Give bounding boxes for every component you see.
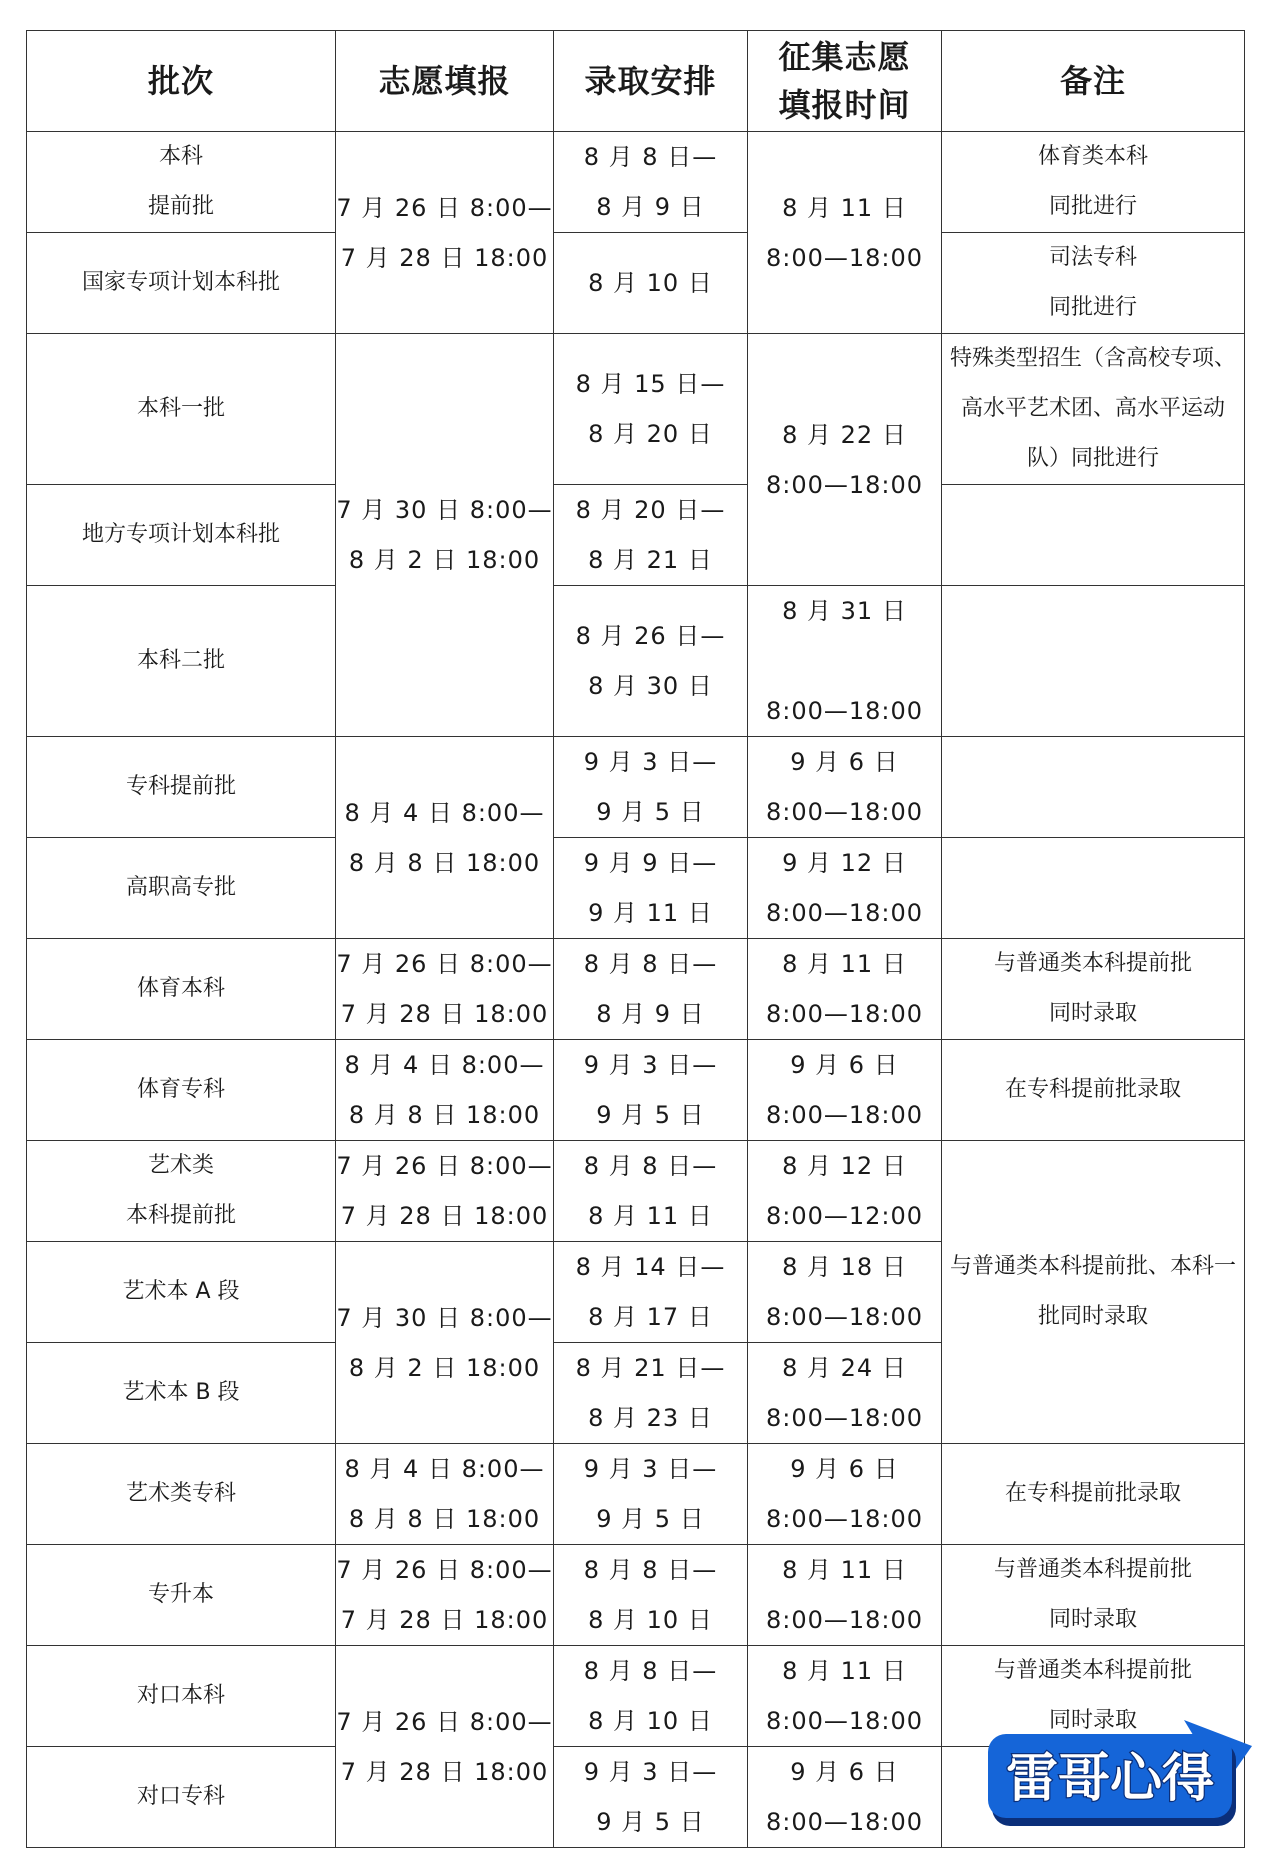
batch-cell — [27, 132, 336, 233]
cell-line: 8 月 8 日— — [583, 950, 718, 978]
cell-line: 本科一批 — [136, 396, 225, 421]
note-cell — [942, 939, 1245, 1040]
cell-line: 9 月 12 日 — [782, 849, 907, 877]
supplement-cell — [748, 586, 942, 737]
cell-line: 8:00—18:00 — [765, 1404, 924, 1432]
note-cell — [942, 485, 1245, 586]
admission-schedule-table — [26, 30, 1245, 1848]
fill-cell — [336, 1242, 554, 1444]
supplement-cell — [748, 1141, 942, 1242]
note-cell — [942, 1040, 1245, 1141]
note-cell — [942, 334, 1245, 485]
cell-line: 8 月 8 日— — [583, 1556, 718, 1584]
header-supplement-line: 征集志愿 — [778, 38, 911, 76]
cell-line: 对口本科 — [136, 1683, 225, 1708]
cell-line: 7 月 30 日 8:00— — [336, 496, 553, 524]
admit-cell — [554, 1444, 748, 1545]
cell-line: 本科提前批 — [125, 1203, 236, 1228]
cell-line: 7 月 30 日 8:00— — [336, 1303, 553, 1332]
cell-line: 8 月 20 日 — [588, 420, 713, 448]
batch-cell — [27, 838, 336, 939]
cell-line: 艺术本 A 段 — [122, 1279, 240, 1304]
cell-line: 9 月 3 日— — [583, 1758, 718, 1786]
note-cell — [942, 1545, 1245, 1646]
cell-line: 在专科提前批录取 — [1004, 1481, 1181, 1506]
cell-line: 9 月 3 日— — [583, 1455, 718, 1483]
admit-cell — [554, 1343, 748, 1444]
batch-cell — [27, 1545, 336, 1646]
header-fill: 志愿填报 — [336, 31, 554, 132]
supplement-cell — [748, 334, 942, 586]
cell-line: 8:00—18:00 — [765, 1303, 924, 1331]
cell-line: 9 月 5 日 — [596, 1101, 705, 1129]
admit-cell — [554, 485, 748, 586]
batch-cell — [27, 586, 336, 737]
cell-line: 本科 — [158, 144, 203, 169]
cell-line: 8 月 12 日 — [782, 1152, 907, 1180]
table-row — [27, 1545, 1245, 1646]
supplement-cell — [748, 1444, 942, 1545]
cell-line: 同批进行 — [1048, 295, 1137, 320]
cell-line: 9 月 3 日— — [583, 748, 718, 776]
cell-line: 7 月 28 日 18:00 — [340, 1606, 549, 1634]
supplement-cell — [748, 1242, 942, 1343]
cell-line: 体育类本科 — [1037, 144, 1148, 169]
admit-cell — [554, 1141, 748, 1242]
cell-line: 与普通类本科提前批 — [993, 951, 1192, 976]
cell-line: 本科二批 — [136, 648, 225, 673]
batch-cell — [27, 1444, 336, 1545]
header-supplement-line: 填报时间 — [778, 86, 911, 124]
admit-cell — [554, 233, 748, 334]
cell-line: 7 月 26 日 8:00— — [336, 1556, 553, 1584]
cell-line: 8 月 8 日— — [583, 1657, 718, 1685]
cell-line: 8 月 8 日 18:00 — [348, 1505, 541, 1533]
cell-line: 8 月 11 日 — [782, 1657, 907, 1685]
cell-line: 8 月 4 日 8:00— — [344, 1455, 545, 1483]
cell-line: 9 月 3 日— — [583, 1051, 718, 1079]
note-cell — [942, 737, 1245, 838]
admit-cell — [554, 939, 748, 1040]
note-cell — [942, 838, 1245, 939]
cell-line: 对口专科 — [136, 1784, 225, 1809]
supplement-cell — [748, 1646, 942, 1747]
batch-cell — [27, 334, 336, 485]
cell-line: 7 月 28 日 18:00 — [340, 1757, 549, 1786]
cell-line: 9 月 6 日 — [790, 1051, 899, 1079]
cell-line: 8 月 21 日 — [588, 546, 713, 574]
note-cell — [942, 132, 1245, 233]
cell-line: 8 月 8 日— — [583, 1152, 718, 1180]
cell-line: 8 月 11 日 — [782, 1556, 907, 1584]
fill-cell — [336, 132, 554, 334]
table-row — [27, 1444, 1245, 1545]
cell-line: 8 月 30 日 — [588, 672, 713, 700]
cell-line: 队）同批进行 — [1026, 446, 1159, 471]
cell-line: 8 月 8 日 18:00 — [348, 1101, 541, 1129]
header-supplement — [748, 31, 942, 132]
supplement-cell — [748, 939, 942, 1040]
supplement-cell — [748, 1545, 942, 1646]
cell-line: 8 月 23 日 — [588, 1404, 713, 1432]
cell-line: 专科提前批 — [125, 774, 236, 799]
cell-line: 8 月 2 日 18:00 — [348, 1353, 541, 1382]
cell-line: 9 月 6 日 — [790, 748, 899, 776]
cell-line: 8 月 9 日 — [596, 1000, 705, 1028]
cell-line: 高水平艺术团、高水平运动 — [960, 396, 1225, 421]
table-row — [27, 233, 1245, 334]
cell-line: 8:00—18:00 — [765, 798, 924, 826]
header-admit: 录取安排 — [554, 31, 748, 132]
batch-cell — [27, 1040, 336, 1141]
watermark-text: 雷哥心得 — [1005, 1749, 1215, 1809]
cell-line: 艺术类 — [147, 1153, 214, 1178]
cell-line: 8 月 11 日 — [782, 193, 907, 222]
cell-line: 7 月 28 日 18:00 — [340, 1202, 549, 1230]
cell-line: 8 月 4 日 8:00— — [344, 1051, 545, 1079]
batch-cell — [27, 1141, 336, 1242]
cell-line: 7 月 28 日 18:00 — [340, 1000, 549, 1028]
table-row — [27, 485, 1245, 586]
cell-line: 9 月 6 日 — [790, 1455, 899, 1483]
supplement-cell — [748, 1747, 942, 1848]
cell-line: 8:00—18:00 — [765, 1101, 924, 1129]
admit-cell — [554, 334, 748, 485]
header-note: 备注 — [942, 31, 1245, 132]
cell-line: 8 月 26 日— — [575, 622, 726, 650]
cell-line: 8 月 17 日 — [588, 1303, 713, 1331]
table-row — [27, 586, 1245, 737]
cell-line: 地方专项计划本科批 — [81, 522, 280, 547]
cell-line: 9 月 9 日— — [583, 849, 718, 877]
table-row — [27, 334, 1245, 485]
cell-line: 9 月 5 日 — [596, 1505, 705, 1533]
admit-cell — [554, 737, 748, 838]
cell-line: 体育专科 — [136, 1077, 225, 1102]
cell-line: 8 月 10 日 — [588, 269, 713, 297]
batch-cell — [27, 1242, 336, 1343]
table-row — [27, 1040, 1245, 1141]
fill-cell — [336, 334, 554, 737]
cell-line: 8:00—12:00 — [765, 1202, 924, 1230]
admit-cell — [554, 1242, 748, 1343]
cell-line: 8:00—18:00 — [765, 470, 924, 499]
cell-line: 8 月 2 日 18:00 — [348, 546, 541, 574]
cell-line: 8 月 11 日 — [782, 950, 907, 978]
header-batch: 批次 — [27, 31, 336, 132]
cell-line: 高职高专批 — [125, 875, 236, 900]
batch-cell — [27, 233, 336, 334]
admit-cell — [554, 1545, 748, 1646]
cell-line: 9 月 11 日 — [588, 899, 713, 927]
cell-line: 8 月 8 日 18:00 — [348, 848, 541, 877]
supplement-cell — [748, 132, 942, 334]
table-row — [27, 939, 1245, 1040]
watermark-logo — [988, 1720, 1256, 1832]
cell-line: 8 月 10 日 — [588, 1606, 713, 1634]
table-row — [27, 132, 1245, 233]
cell-line: 8 月 18 日 — [782, 1253, 907, 1281]
cell-line: 8 月 15 日— — [575, 370, 726, 398]
cell-line: 7 月 26 日 8:00— — [336, 950, 553, 978]
supplement-cell — [748, 838, 942, 939]
cell-line: 8 月 8 日— — [583, 143, 718, 171]
cell-line: 7 月 26 日 8:00— — [336, 193, 553, 222]
admit-cell — [554, 1040, 748, 1141]
cell-line: 与普通类本科提前批 — [993, 1658, 1192, 1683]
admit-cell — [554, 838, 748, 939]
cell-line: 批同时录取 — [1037, 1304, 1148, 1329]
admit-cell — [554, 132, 748, 233]
cell-line: 体育本科 — [136, 976, 225, 1001]
batch-cell — [27, 485, 336, 586]
cell-line: 8:00—18:00 — [765, 899, 924, 927]
cell-line: 提前批 — [147, 194, 214, 219]
cell-line: 8:00—18:00 — [765, 1707, 924, 1735]
note-cell — [942, 586, 1245, 737]
cell-line: 特殊类型招生（含高校专项、 — [949, 346, 1236, 371]
cell-line: 艺术类专科 — [125, 1481, 236, 1506]
batch-cell — [27, 1343, 336, 1444]
cell-line: 7 月 28 日 18:00 — [340, 243, 549, 272]
note-cell — [942, 1141, 1245, 1444]
batch-cell — [27, 1646, 336, 1747]
cell-line: 9 月 5 日 — [596, 798, 705, 826]
fill-cell — [336, 1040, 554, 1141]
cell-line: 8 月 9 日 — [596, 193, 705, 221]
cell-line: 国家专项计划本科批 — [81, 270, 280, 295]
fill-cell — [336, 1646, 554, 1848]
supplement-cell — [748, 1040, 942, 1141]
cell-line: 9 月 6 日 — [790, 1758, 899, 1786]
admit-cell — [554, 1646, 748, 1747]
supplement-cell — [748, 737, 942, 838]
fill-cell — [336, 1141, 554, 1242]
cell-line: 8 月 11 日 — [588, 1202, 713, 1230]
batch-cell — [27, 737, 336, 838]
cell-line: 8 月 4 日 8:00— — [344, 798, 545, 827]
cell-line: 8:00—18:00 — [765, 243, 924, 272]
admit-cell — [554, 586, 748, 737]
fill-cell — [336, 737, 554, 939]
table-row — [27, 1141, 1245, 1242]
table-row — [27, 737, 1245, 838]
cell-line: 8 月 10 日 — [588, 1707, 713, 1735]
cell-line: 7 月 26 日 8:00— — [336, 1707, 553, 1736]
batch-cell — [27, 939, 336, 1040]
cell-line: 8:00—18:00 — [765, 697, 924, 725]
fill-cell — [336, 1545, 554, 1646]
cell-line: 8:00—18:00 — [765, 1606, 924, 1634]
batch-cell — [27, 1747, 336, 1848]
cell-line: 9 月 5 日 — [596, 1808, 705, 1836]
header-row — [27, 31, 1245, 132]
note-cell — [942, 1444, 1245, 1545]
table-row — [27, 838, 1245, 939]
cell-line: 8 月 20 日— — [575, 496, 726, 524]
cell-line: 同时录取 — [1048, 1001, 1137, 1026]
cell-line: 与普通类本科提前批、本科一 — [949, 1254, 1236, 1279]
cell-line: 同批进行 — [1048, 194, 1137, 219]
cell-line: 7 月 26 日 8:00— — [336, 1152, 553, 1180]
fill-cell — [336, 939, 554, 1040]
fill-cell — [336, 1444, 554, 1545]
cell-line: 8 月 31 日 — [782, 597, 907, 625]
cell-line: 8 月 21 日— — [575, 1354, 726, 1382]
supplement-cell — [748, 1343, 942, 1444]
cell-line: 同时录取 — [1048, 1708, 1137, 1733]
cell-line: 专升本 — [147, 1582, 214, 1607]
cell-line: 8 月 14 日— — [575, 1253, 726, 1281]
cell-gap — [748, 636, 941, 686]
note-cell — [942, 233, 1245, 334]
cell-line: 艺术本 B 段 — [122, 1380, 240, 1405]
cell-line: 8 月 24 日 — [782, 1354, 907, 1382]
cell-line: 司法专科 — [1048, 245, 1137, 270]
cell-line: 同时录取 — [1048, 1607, 1137, 1632]
cell-line: 8:00—18:00 — [765, 1505, 924, 1533]
cell-line: 在专科提前批录取 — [1004, 1077, 1181, 1102]
cell-line: 8:00—18:00 — [765, 1000, 924, 1028]
cell-line: 8:00—18:00 — [765, 1808, 924, 1836]
cell-line: 与普通类本科提前批 — [993, 1557, 1192, 1582]
cell-line: 8 月 22 日 — [782, 420, 907, 449]
admit-cell — [554, 1747, 748, 1848]
